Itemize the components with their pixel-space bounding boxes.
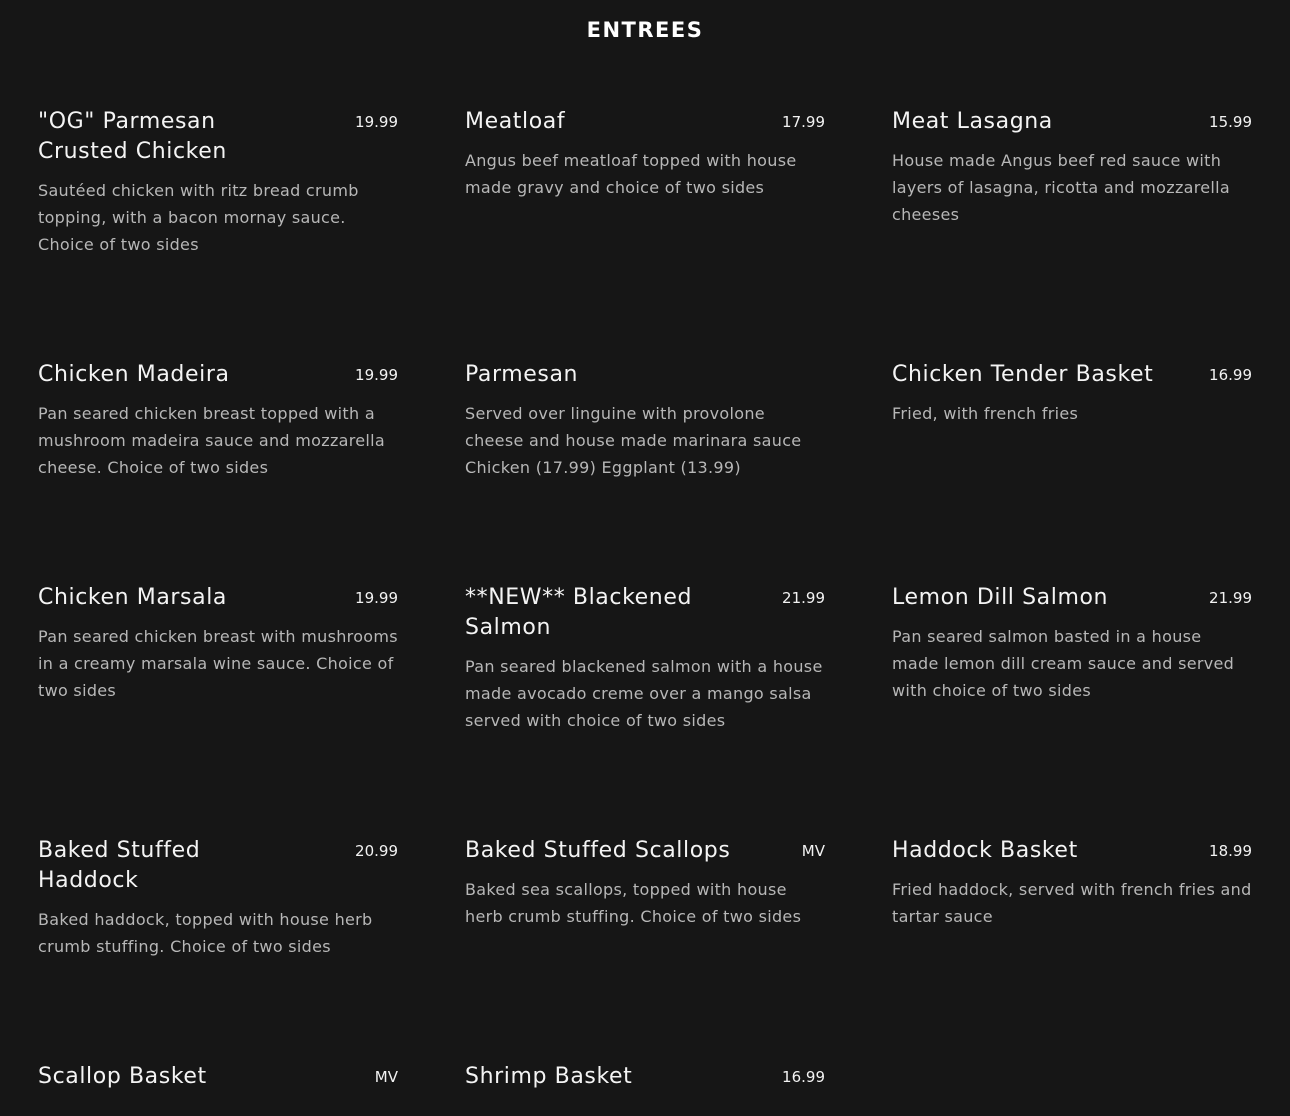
menu-item-price: 21.99: [782, 589, 825, 607]
menu-item-haddock-basket: [892, 836, 1252, 930]
menu-item-name: Baked Stuffed Haddock: [38, 838, 201, 893]
menu-item-baked-stuffed-scallops: [465, 836, 825, 930]
menu-item-price: 16.99: [1209, 366, 1252, 384]
menu-item-chicken-madeira: [38, 360, 398, 481]
menu-item-shrimp-basket: [465, 1062, 825, 1092]
menu-item-blackened-salmon: [465, 583, 825, 734]
menu-item-chicken-marsala: [38, 583, 398, 704]
menu-item-price: 16.99: [782, 1068, 825, 1086]
menu-item-description: House made Angus beef red sauce with layers of lasagna, ricotta and mozzarella cheeses: [892, 151, 1231, 224]
menu-item-price: MV: [801, 842, 825, 860]
menu-item-name: Meatloaf: [465, 109, 566, 134]
menu-item-description: Pan seared chicken breast topped with a mushroom madeira sauce and mozzarella cheese. Choice of two sides: [38, 404, 386, 477]
menu-item-name: Scallop Basket: [38, 1064, 207, 1089]
menu-item-lemon-dill-salmon: [892, 583, 1252, 704]
menu-item-price: 18.99: [1209, 842, 1252, 860]
menu-item-price: 19.99: [355, 113, 398, 131]
menu-item-name: Chicken Marsala: [38, 585, 227, 610]
menu-item-scallop-basket: [38, 1062, 398, 1092]
menu-item-description: Baked haddock, topped with house herb crumb stuffing. Choice of two sides: [38, 910, 373, 956]
menu-item-description: Fried, with french fries: [892, 404, 1079, 423]
menu-item-name: Lemon Dill Salmon: [892, 585, 1109, 610]
menu-item-name: Parmesan: [465, 362, 579, 387]
menu-item-price: 21.99: [1209, 589, 1252, 607]
menu-item-og-parmesan-crusted-chicken: [38, 107, 398, 258]
menu-item-parmesan: [465, 360, 825, 481]
menu-item-description: Sautéed chicken with ritz bread crumb topping, with a bacon mornay sauce. Choice of two sides: [38, 181, 359, 254]
menu-item-name: **NEW** Blackened Salmon: [465, 585, 693, 640]
menu-item-price: 20.99: [355, 842, 398, 860]
menu-item-price: 15.99: [1209, 113, 1252, 131]
menu-item-meat-lasagna: [892, 107, 1252, 228]
menu-item-name: Chicken Tender Basket: [892, 362, 1154, 387]
menu-item-description: Pan seared chicken breast with mushrooms in a creamy marsala wine sauce. Choice of two sides: [38, 627, 398, 700]
menu-item-price: 17.99: [782, 113, 825, 131]
menu-item-description: Pan seared salmon basted in a house made lemon dill cream sauce and served with choice of two sides: [892, 627, 1235, 700]
menu-item-price: 19.99: [355, 589, 398, 607]
menu-item-name: Haddock Basket: [892, 838, 1078, 863]
menu-item-name: Chicken Madeira: [38, 362, 230, 387]
menu-item-chicken-tender-basket: [892, 360, 1252, 427]
menu-item-description: Angus beef meatloaf topped with house made gravy and choice of two sides: [465, 151, 797, 197]
menu-item-name: "OG" Parmesan Crusted Chicken: [38, 109, 227, 164]
menu-item-description: Fried haddock, served with french fries and tartar sauce: [892, 880, 1252, 926]
menu-item-name: Shrimp Basket: [465, 1064, 633, 1089]
menu-item-name: Baked Stuffed Scallops: [465, 838, 731, 863]
section-title: ENTREES: [586, 18, 704, 42]
menu-item-price: MV: [374, 1068, 398, 1086]
menu-item-description: Pan seared blackened salmon with a house made avocado creme over a mango salsa served with choice of two sides: [465, 657, 823, 730]
menu-item-baked-stuffed-haddock: [38, 836, 398, 960]
menu-item-price: 19.99: [355, 366, 398, 384]
menu-item-description: Baked sea scallops, topped with house herb crumb stuffing. Choice of two sides: [465, 880, 802, 926]
menu-item-description: Served over linguine with provolone cheese and house made marinara sauce Chicken (17.99) Eggplant (13.99): [465, 404, 802, 477]
menu-item-meatloaf: [465, 107, 825, 201]
menu-item-name: Meat Lasagna: [892, 109, 1053, 134]
